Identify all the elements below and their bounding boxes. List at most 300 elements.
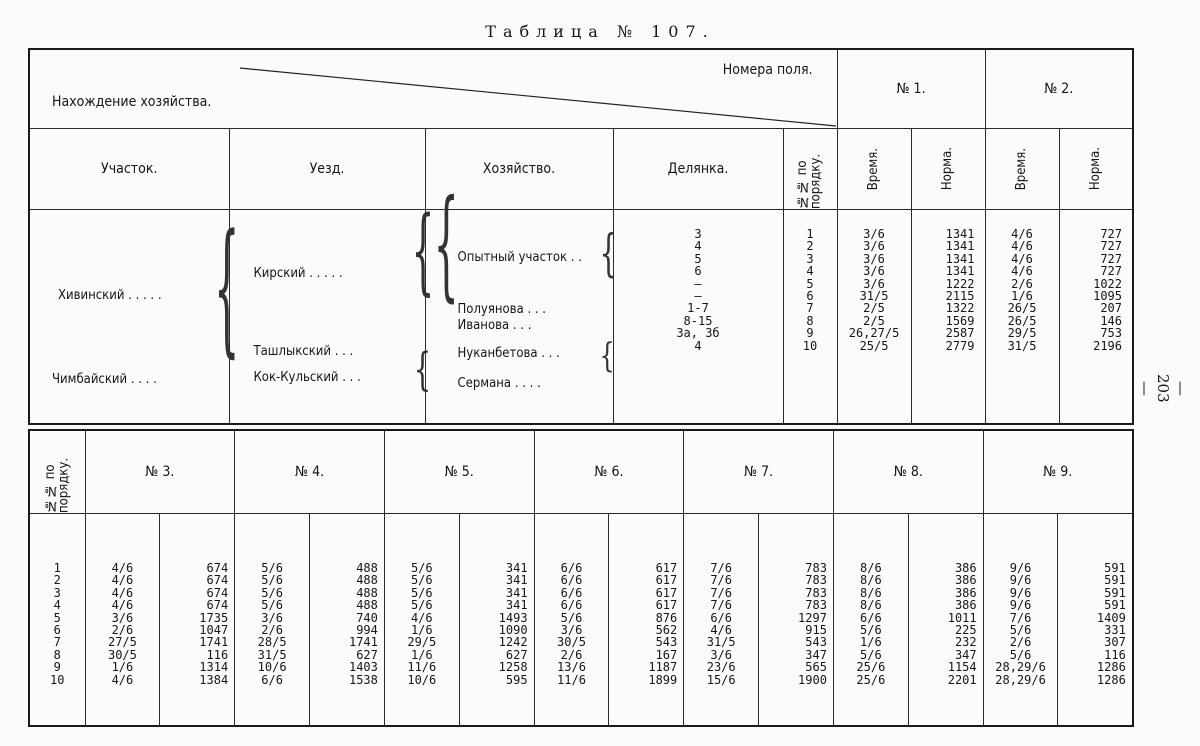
time-value: 4/6 [1011,239,1033,254]
time-value: 1/6 [111,660,134,675]
norm-value: 1569 [945,313,975,328]
f1-time-label: Время. [866,147,882,191]
norm-value: 1741 [199,635,229,650]
uezd-kok-kul: Кок-Кульский . . . [253,370,361,385]
norm-value: 1011 [947,610,977,625]
norm-value: 1286 [1096,672,1126,687]
f2-norm-label: Норма. [1087,147,1103,191]
time-value: 5/6 [261,573,283,588]
time-value: 9/6 [1009,585,1032,600]
time-value: 2/6 [560,647,583,662]
norm-value: 617 [655,561,678,575]
norm-value: 1341 [945,251,975,266]
time-value: 28,29/6 [995,672,1046,687]
norm-value: 2196 [1093,338,1123,353]
norm-value: 1187 [648,660,678,675]
norm-value: 543 [655,635,678,650]
norm-value: 783 [805,585,827,600]
uezd-cell [229,199,435,425]
time-value: 2/6 [111,622,134,637]
norm-value: 627 [356,647,378,662]
norm-value: 488 [356,561,378,575]
norm-value: 994 [356,622,378,637]
norm-value: 1409 [1096,610,1126,625]
brace-icon: { [599,223,618,283]
delyanka-value: — [694,276,702,291]
time-value: 29/5 [1007,326,1037,341]
field-8-header: № 8. [833,430,983,514]
norm-value: 347 [805,647,827,662]
upper-table [28,48,1134,425]
norm-list [609,514,683,686]
norm-value: 591 [1104,573,1126,588]
norm-value: 341 [505,573,528,588]
time-value: 26/5 [1007,301,1037,316]
norm-value: 347 [954,647,977,662]
time-value: 3/6 [863,239,885,254]
norm-value: 1341 [945,264,975,279]
row-number: 8 [806,313,814,328]
row-number: 6 [806,288,814,303]
time-value: 6/6 [860,610,882,625]
f1-norm-cell [911,210,985,425]
f1-time-cell [837,210,911,425]
num-cell [783,210,837,425]
norm-value: 386 [954,573,977,588]
norm-value: 386 [954,598,977,613]
norm-value: 1493 [498,610,528,625]
farm-location-label: Нахождение хозяйства. [52,94,212,110]
lower-col-num-label: №№ по порядку. [42,457,72,513]
norm-value: 674 [206,561,229,575]
col-num-label: №№ по порядку. [795,153,824,209]
time-value: 4/6 [111,598,134,613]
time-value: 5/6 [261,585,283,600]
row-number: 7 [806,301,814,316]
norm-value: 307 [1104,635,1126,650]
norm-value: 674 [206,598,229,613]
time-value: 5/6 [410,561,433,575]
delyanka-value: 4 [694,239,702,254]
norm-list [310,514,384,686]
field-3-header: № 3. [85,430,235,514]
norm-value: 386 [954,585,977,600]
col-uezd-header: Уезд. [229,129,425,210]
row-number: 1 [53,561,61,575]
time-value: 2/6 [1011,276,1033,291]
field-7-time-cell [684,514,759,727]
field-8-norm-cell [908,514,983,727]
norm-list [759,514,833,686]
norm-value: 488 [356,585,378,600]
f1-norm-label: Норма. [940,147,956,191]
row-number: 4 [53,598,61,613]
norm-value: 331 [1104,622,1126,637]
norm-value: 1538 [348,672,378,687]
f2-time-header [985,129,1059,210]
f1-time-header [837,129,911,210]
time-value: 31/5 [257,647,287,662]
norm-value: 1095 [1093,288,1123,303]
delyanka-value: 3а, 3б [676,326,720,341]
row-number: 5 [53,610,61,625]
time-value: 5/6 [1009,647,1032,662]
row-number: 5 [806,276,814,291]
hoz-opytny: Опытный участок . . [457,250,582,265]
time-value: 30/5 [557,635,586,650]
row-number: 3 [806,251,814,266]
norm-value: 783 [805,561,827,575]
time-value: 10/6 [257,660,287,675]
time-value: 7/6 [1009,610,1032,625]
brace-icon: { [433,177,459,315]
time-value: 1/6 [1011,288,1033,303]
col-hozyaistvo-header: Хозяйство. [425,129,613,210]
delyanka-list [614,210,783,352]
time-value: 4/6 [1011,251,1033,266]
field-7-norm-cell [759,514,834,727]
lower-col-num-header [29,430,85,514]
time-value: 29/5 [407,635,437,650]
norm-value: 1242 [498,635,528,650]
diagonal-line [30,50,838,128]
norm-list [160,514,234,686]
norm-value: 1735 [199,610,229,625]
norm-value: 1258 [498,660,528,675]
norm-value: 1222 [945,276,975,291]
time-value: 8/6 [860,598,882,613]
hoz-nukanbetova: Нуканбетова . . . [457,346,560,361]
f1-time-list [838,210,911,352]
norm-value: 488 [356,598,378,613]
delyanka-cell [613,210,783,425]
norm-value: 2779 [945,338,975,353]
norm-value: 1090 [498,622,528,637]
field-6-norm-cell [609,514,684,727]
field-1-header: № 1. [837,49,985,129]
lower-num-list [30,514,85,686]
time-list [684,514,758,686]
norm-value: 915 [805,622,827,637]
time-list [385,514,459,686]
norm-value: 1384 [199,672,229,687]
norm-value: 341 [505,561,528,575]
hoz-sermana: Сермана . . . . [457,376,541,391]
norm-value: 1741 [348,635,378,650]
row-number: 4 [806,264,814,279]
f2-norm-list [1060,210,1133,352]
field-9-norm-cell [1058,514,1133,727]
norm-value: 727 [1100,239,1123,254]
brace-icon: { [599,336,615,376]
time-value: 5/6 [860,647,882,662]
norm-value: 1341 [945,227,975,241]
norm-list [909,514,983,686]
time-value: 5/6 [860,622,882,637]
delyanka-value: 8-15 [683,313,713,328]
time-value: 23/6 [706,660,736,675]
time-value: 26,27/5 [848,326,900,341]
row-number: 2 [806,239,814,254]
uezd-kirsk: Кирский . . . . . [253,266,343,281]
row-number: 10 [802,338,818,353]
norm-value: 488 [356,573,378,588]
time-value: 4/6 [1011,264,1033,279]
f1-norm-list [912,210,985,352]
time-value: 26/5 [1007,313,1037,328]
field-7-header: № 7. [684,430,834,514]
field-4-time-cell [235,514,310,727]
time-list [535,514,609,686]
time-value: 2/5 [863,301,885,316]
time-value: 28/5 [257,635,287,650]
time-value: 3/6 [560,622,583,637]
norm-value: 595 [505,672,528,687]
time-value: 5/6 [410,598,433,613]
time-list [984,514,1058,686]
time-value: 7/6 [710,598,733,613]
col-delyanka-header: Делянка. [613,129,783,210]
time-value: 8/6 [860,573,882,588]
row-number: 9 [806,326,814,341]
norm-value: 617 [655,598,678,613]
time-value: 4/6 [111,585,134,600]
row-number: 1 [806,227,814,241]
time-value: 4/6 [111,561,134,575]
norm-value: 1314 [199,660,229,675]
norm-value: 1341 [945,239,975,254]
norm-value: 783 [805,598,827,613]
field-4-header: № 4. [235,430,385,514]
norm-value: 617 [655,573,678,588]
row-number: 7 [53,635,61,650]
norm-value: 116 [1104,647,1126,662]
hoz-ivanova: Иванова . . . [457,318,532,333]
norm-value: 591 [1104,585,1126,600]
norm-value: 116 [206,647,229,662]
time-value: 7/6 [710,585,733,600]
time-value: 6/6 [560,585,583,600]
norm-value: 167 [655,647,678,662]
brace-icon: { [413,342,432,396]
norm-value: 674 [206,585,229,600]
time-value: 5/6 [410,585,433,600]
page-number: — 203 — [1136,373,1190,403]
field-3-time-cell [85,514,160,727]
lower-num-cell [29,514,85,727]
time-value: 15/6 [706,672,736,687]
row-number: 10 [50,672,65,687]
norm-value: 876 [655,610,678,625]
time-value: 30/5 [107,647,137,662]
norm-value: 562 [655,622,678,637]
norm-value: 146 [1100,313,1123,328]
field-6-header: № 6. [534,430,684,514]
time-value: 5/6 [261,561,283,575]
time-value: 3/6 [863,264,885,279]
time-value: 25/5 [859,338,889,353]
uchastok-khiva: Хивинский . . . . . [58,288,162,303]
time-value: 8/6 [860,585,882,600]
norm-value: 674 [206,573,229,588]
field-6-time-cell [534,514,609,727]
norm-value: 1322 [945,301,975,316]
time-value: 9/6 [1009,598,1032,613]
time-list [235,514,309,686]
norm-value: 1900 [798,672,827,687]
norm-value: 386 [954,561,977,575]
time-value: 7/6 [710,561,733,575]
delyanka-value: 6 [694,264,702,279]
time-value: 8/6 [860,561,882,575]
hoz-poluyanova: Полуянова . . . [457,302,547,317]
field-5-time-cell [384,514,459,727]
norm-value: 1899 [648,672,678,687]
norm-value: 591 [1104,561,1126,575]
norm-value: 341 [505,598,528,613]
time-value: 1/6 [410,622,433,637]
time-value: 4/6 [410,610,433,625]
norm-value: 2201 [947,672,977,687]
time-value: 4/6 [111,672,134,687]
time-value: 13/6 [557,660,586,675]
norm-value: 341 [505,585,528,600]
norm-value: 627 [505,647,528,662]
col-num-header [783,129,837,210]
f1-norm-header [911,129,985,210]
field-5-header: № 5. [384,430,534,514]
uezd-tashlyk: Ташлыкский . . . [253,344,354,359]
time-value: 6/6 [261,672,283,687]
brace-icon: { [411,199,435,306]
time-value: 6/6 [560,573,583,588]
brace-icon: { [214,207,240,373]
norm-value: 543 [805,635,827,650]
norm-value: 207 [1100,301,1123,316]
delyanka-value: 4 [694,338,702,353]
f2-norm-header [1059,129,1133,210]
norm-value: 727 [1100,227,1123,241]
time-value: 3/6 [710,647,733,662]
delyanka-value: 1-7 [687,301,709,316]
time-value: 31/5 [706,635,736,650]
time-value: 31/5 [1007,338,1037,353]
f2-time-cell [985,210,1059,425]
field-9-header: № 9. [983,430,1133,514]
time-value: 6/6 [560,561,583,575]
row-number: 2 [53,573,61,588]
lower-table [28,429,1134,727]
norm-value: 2587 [945,326,975,341]
time-value: 3/6 [111,610,134,625]
time-value: 3/6 [863,227,885,241]
norm-value: 565 [805,660,827,675]
time-value: 2/6 [261,622,283,637]
norm-value: 1022 [1093,276,1123,291]
time-value: 9/6 [1009,561,1032,575]
page-title: Таблица № 107. [485,22,715,41]
uchastok-cell [29,207,240,425]
norm-value: 727 [1100,251,1123,266]
delyanka-value: 5 [694,251,702,266]
diagonal-header [29,49,837,129]
time-value: 5/6 [410,573,433,588]
time-value: 1/6 [410,647,433,662]
norm-value: 225 [954,622,977,637]
time-value: 9/6 [1009,573,1032,588]
time-value: 5/6 [560,610,583,625]
time-value: 2/5 [863,313,885,328]
time-value: 4/6 [710,622,733,637]
norm-value: 1286 [1096,660,1126,675]
num-list [784,210,837,352]
row-number: 8 [53,647,61,662]
delyanka-value: — [694,288,702,303]
col-uchastok-header: Участок. [29,129,229,210]
time-value: 25/6 [856,672,886,687]
hozyaistvo-cell [425,177,618,425]
f2-time-label: Время. [1014,147,1030,191]
field-4-norm-cell [310,514,385,727]
norm-value: 591 [1104,598,1126,613]
norm-value: 1154 [947,660,977,675]
uchastok-chimbai: Чимбайский . . . . [52,372,157,387]
norm-value: 1297 [798,610,827,625]
time-value: 10/6 [407,672,437,687]
time-value: 6/6 [560,598,583,613]
time-value: 31/5 [859,288,889,303]
f2-time-list [986,210,1059,352]
field-numbers-label: Номера поля. [722,62,813,78]
field-2-header: № 2. [985,49,1133,129]
time-value: 3/6 [863,251,885,266]
f2-norm-cell [1059,210,1133,425]
time-value: 11/6 [557,672,586,687]
norm-list [460,514,534,686]
time-value: 28,29/6 [995,660,1046,675]
time-value: 6/6 [710,610,733,625]
row-number: 6 [53,622,61,637]
time-value: 27/5 [107,635,137,650]
time-value: 5/6 [261,598,283,613]
field-9-time-cell [983,514,1058,727]
norm-list [1058,514,1131,686]
time-value: 4/6 [111,573,134,588]
time-value: 2/6 [1009,635,1032,650]
norm-value: 2115 [945,288,975,303]
time-value: 5/6 [1009,622,1032,637]
time-value: 1/6 [860,635,882,650]
time-value: 3/6 [261,610,283,625]
norm-value: 232 [954,635,977,650]
time-value: 7/6 [710,573,733,588]
time-value: 4/6 [1011,227,1033,241]
row-number: 9 [53,660,61,675]
time-value: 11/6 [407,660,437,675]
field-5-norm-cell [459,514,534,727]
norm-value: 1403 [348,660,378,675]
norm-value: 783 [805,573,827,588]
norm-value: 740 [356,610,378,625]
norm-value: 617 [655,585,678,600]
field-3-norm-cell [160,514,235,727]
time-value: 25/6 [856,660,886,675]
field-8-time-cell [833,514,908,727]
norm-value: 1047 [199,622,229,637]
time-value: 3/6 [863,276,885,291]
row-number: 3 [53,585,61,600]
time-list [834,514,908,686]
